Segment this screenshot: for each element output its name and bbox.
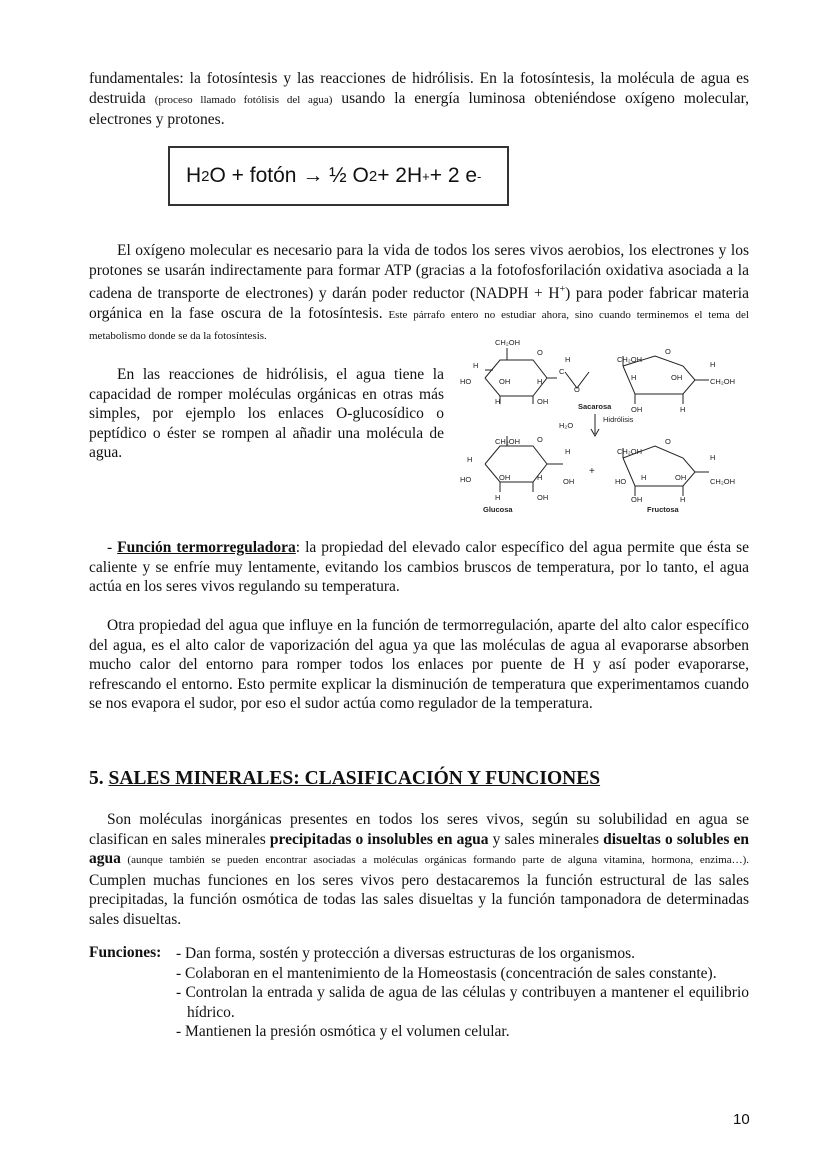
label-h: H bbox=[565, 355, 571, 364]
section-heading: 5. SALES MINERALES: CLASIFICACIÓN Y FUNCIONES bbox=[89, 768, 601, 789]
label-ch2oh: CH₂OH bbox=[617, 447, 642, 456]
label-oh: OH bbox=[563, 477, 575, 486]
label-ho: HO bbox=[615, 477, 627, 486]
vaporization-paragraph: Otra propiedad del agua que influye en la función de termorregulación, aparte del alto calor específico del agua, es el alto calor de vaporización del agua ya que las moléculas de agua al evaporarse absorben mucho calor del entorno para romper todos los enlaces por puente de H y así poder evaporarse, refrescando el entorno. Esto permite explicar la disminución de temperatura que experimentamos cuando se nos evapora el sudor, por eso el sudor actúa como regulador de la temperatura. bbox=[89, 617, 749, 712]
intro-paragraph: fundamentales: la fotosíntesis y las reacciones de hidrólisis. En la fotosíntesis, la molécula de agua es destruida (proceso llamado fotólisis del agua) usando la energía luminosa obteniéndose oxígeno molecular, electrones y protones. bbox=[89, 70, 750, 128]
funciones-list bbox=[176, 944, 749, 1042]
label-ho: HO bbox=[460, 475, 472, 484]
sales-paragraph: Son moléculas inorgánicas presentes en todos los seres vivos, según su solubilidad en agua se clasifican en sales minerales precipitadas o insolubles en agua y sales minerales disueltas o solubles en agua (aunque también se pueden encontrar asociadas a moléculas orgánicas formando parte de alguna vitamina, hormona, enzima…). Cumplen muchas funciones en los seres vivos pero destacaremos la función estructural de las sales precipitadas, la función osmótica de todas las sales disueltas y la función tamponadora de determinadas sales disueltas. bbox=[89, 811, 749, 928]
thermoregulation-paragraph: - Función termorreguladora: la propiedad del elevado calor específico del agua permite que ésta se caliente y se enfríe muy lentamente, evitando los cambios bruscos de temperatura, por lo tanto, el agua actúa en los seres vivos regulando su temperatura. bbox=[89, 539, 749, 595]
label-o: O bbox=[665, 347, 671, 356]
label-h: H bbox=[641, 473, 647, 482]
label-h: H bbox=[537, 377, 543, 386]
funciones-label: Funciones: bbox=[89, 944, 162, 961]
label-h: H bbox=[495, 493, 501, 502]
label-c: C bbox=[559, 367, 565, 376]
page-number: 10 bbox=[733, 1111, 750, 1128]
sucrose-hydrolysis-diagram bbox=[455, 334, 755, 519]
label-sacarosa: Sacarosa bbox=[578, 402, 612, 411]
intro-note: (proceso llamado fotólisis del agua) bbox=[154, 93, 333, 106]
label-o: O bbox=[574, 385, 580, 394]
list-item: - Mantienen la presión osmótica y el volumen celular. bbox=[176, 1023, 510, 1040]
label-h: H bbox=[565, 447, 571, 456]
label-ch2oh: CH₂OH bbox=[495, 338, 520, 347]
label-oh: OH bbox=[675, 473, 687, 482]
label-plus: + bbox=[589, 466, 595, 477]
label-h2o: H₂O bbox=[559, 421, 574, 430]
label-h: H bbox=[537, 473, 543, 482]
oxygen-paragraph: El oxígeno molecular es necesario para la vida de todos los seres vivos aerobios, los electrones y los protones se usarán indirectamente para formar ATP (gracias a la fotofosforilación oxidativa asociada a la cadena de transporte de electrones) y darán poder reductor (NADPH + H+) para poder fabricar materia orgánica en la fase oscura de la fotosíntesis. Este párrafo entero no estudiar ahora, sino cuando terminemos el tema del metabolismo donde se da la fotosíntesis. bbox=[89, 242, 749, 343]
label-h: H bbox=[710, 453, 716, 462]
label-h: H bbox=[495, 397, 501, 406]
label-ch2oh: CH₂OH bbox=[710, 377, 735, 386]
label-oh: OH bbox=[537, 493, 549, 502]
label-oh: OH bbox=[499, 473, 511, 482]
label-glucosa: Glucosa bbox=[483, 505, 513, 514]
label-oh: OH bbox=[631, 495, 643, 504]
label-o: O bbox=[665, 437, 671, 446]
section-title: SALES MINERALES: CLASIFICACIÓN Y FUNCIONES bbox=[108, 768, 601, 789]
label-oh: OH bbox=[537, 397, 549, 406]
label-h: H bbox=[680, 495, 686, 504]
label-oh: OH bbox=[499, 377, 511, 386]
label-h: H bbox=[473, 361, 479, 370]
label-h: H bbox=[680, 405, 686, 414]
oxygen-note: Este párrafo entero no estudiar ahora, sino cuando terminemos el tema del metabolismo donde se da la fotosíntesis. bbox=[89, 308, 749, 343]
label-h: H bbox=[467, 455, 473, 464]
label-ch2oh: CH₂OH bbox=[710, 477, 735, 486]
label-o: O bbox=[537, 348, 543, 357]
label-fructosa: Fructosa bbox=[647, 505, 679, 514]
label-o: O bbox=[537, 435, 543, 444]
label-hidrolisis: Hidrólisis bbox=[603, 415, 634, 424]
label-ho: HO bbox=[460, 377, 472, 386]
photolysis-equation-box: H 2 O + fotón → ½ O 2 + 2H + + 2 e - bbox=[168, 146, 509, 206]
label-ch2oh: CH₂OH bbox=[495, 437, 520, 446]
label-oh: OH bbox=[631, 405, 643, 414]
list-item: - Colaboran en el mantenimiento de la Homeostasis (concentración de sales constante). bbox=[176, 964, 717, 982]
list-item: - Dan forma, sostén y protección a diversas estructuras de los organismos. bbox=[176, 945, 635, 962]
label-oh: OH bbox=[671, 373, 683, 382]
thermoregulation-title: Función termorreguladora bbox=[117, 539, 296, 556]
hydrolysis-paragraph: En las reacciones de hidrólisis, el agua tiene la capacidad de romper moléculas orgánicas en otras más simples, por ejemplo los enlaces O-glucosídico o peptídico o éster se rompen al añadir una molécula de agua. bbox=[89, 366, 444, 461]
list-item: - Controlan la entrada y salida de agua de las células y contribuyen a mantener el equilibrio hídrico. bbox=[176, 984, 749, 1021]
label-h: H bbox=[710, 360, 716, 369]
label-h: H bbox=[631, 373, 637, 382]
label-ch2oh: CH₂OH bbox=[617, 355, 642, 364]
